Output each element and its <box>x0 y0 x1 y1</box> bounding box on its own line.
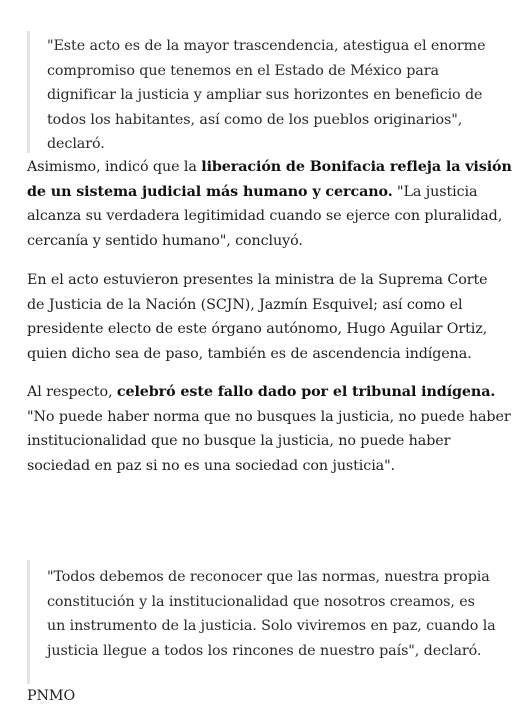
paragraph-liberation <box>27 155 512 253</box>
author-signoff: PNMO <box>27 688 76 704</box>
paragraph-highlight: celebró este fallo dado por el tribunal indígena. <box>116 384 496 400</box>
paragraph-rest: "No puede haber norma que no busques la justicia, no puede haber institucionalidad que no busque la justicia, no puede haber sociedad en paz si no es una sociedad con justicia". <box>27 408 511 474</box>
paragraph-intro: Asimismo, indicó que la <box>27 159 202 175</box>
blockquote-first <box>27 31 509 153</box>
paragraph-intro: Al respecto, <box>27 384 117 400</box>
paragraph-attendees: En el acto estuvieron presentes la ministra de la Suprema Corte de Justicia de la Nación (SCJN), Jazmín Esquivel; así como el presidente electo de este órgano autónomo, Hugo Aguilar Ortiz, quien dicho sea de paso, también es de ascendencia indígena. <box>27 272 488 362</box>
paragraph-rest: "La justicia alcanza su verdadera legitimidad cuando se ejerce con pluralidad, cercanía y sentido humano", concluyó. <box>27 183 503 249</box>
blockquote-second <box>27 560 497 684</box>
quote-text: "Este acto es de la mayor trascendencia, atestigua el enorme compromiso que tenemos en el Estado de México para dignificar la justicia y ampliar sus horizontes en beneficio de todos los habitantes, así como de los pueblos originarios", declaró. <box>47 38 486 153</box>
paragraph-tribunal <box>27 380 515 478</box>
paragraph-highlight: liberación de Bonifacia refleja la visión de un sistema judicial más humano y cercano. <box>27 159 512 200</box>
quote-text: "Todos debemos de reconocer que las normas, nuestra propia constitución y la institucionalidad que nosotros creamos, es un instrumento de la justicia. Solo viviremos en paz, cuando la justicia llegue a todos los rincones de nuestro país", declaró. <box>47 569 496 659</box>
